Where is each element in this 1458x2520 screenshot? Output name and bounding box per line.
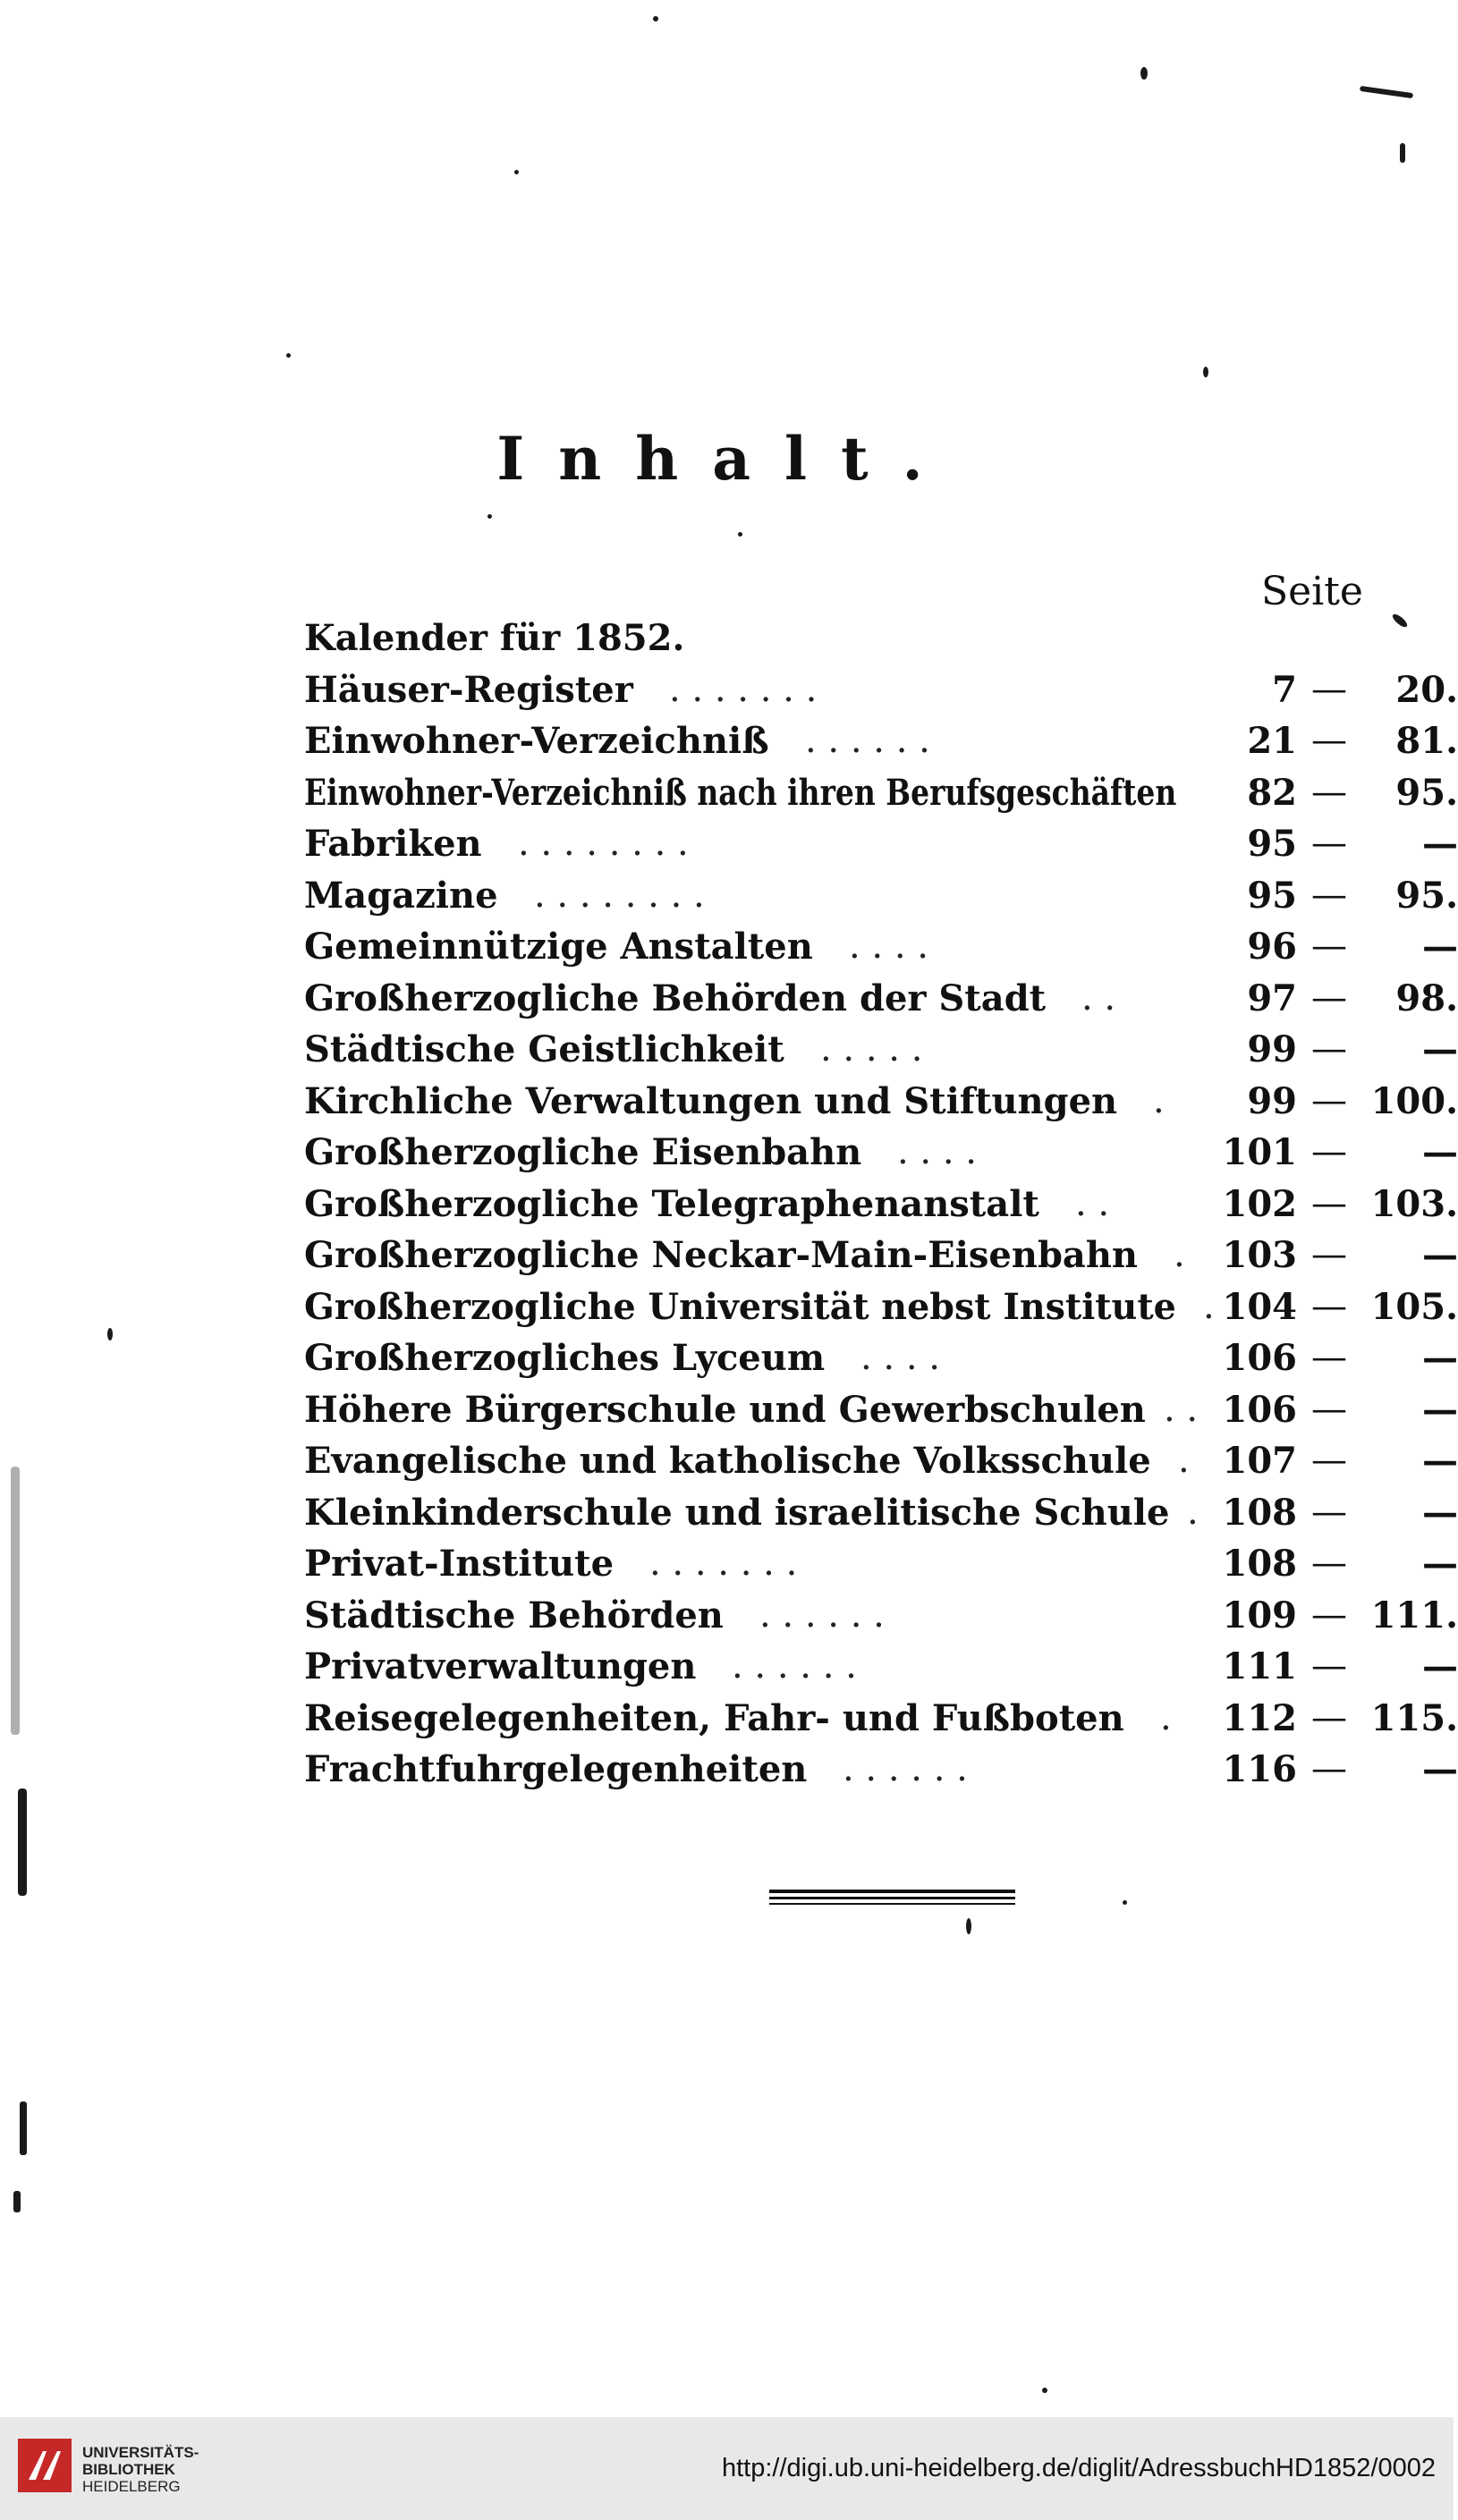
toc-entry-title: Höhere Bürgerschule und Gewerbschulen — [304, 1388, 1146, 1431]
toc-leader-dots: . — [1160, 1696, 1172, 1738]
toc-page-from: 106 — [1222, 1388, 1297, 1431]
library-footer — [0, 2417, 1454, 2520]
toc-page-from: 21 — [1247, 720, 1297, 762]
toc-entry-title: Evangelische und katholische Volksschule — [304, 1440, 1151, 1482]
scan-speck — [18, 1789, 27, 1896]
toc-entry — [304, 1435, 1458, 1487]
toc-page-dash: — — [1311, 720, 1347, 761]
toc-entry-title: Einwohner-Verzeichniß — [304, 720, 769, 762]
toc-page-to: — — [1422, 1440, 1458, 1482]
toc-entry — [304, 1641, 1458, 1693]
toc-page-to: — — [1422, 1645, 1458, 1687]
toc-entry — [304, 1693, 1458, 1745]
toc-entry — [304, 1281, 1458, 1333]
toc-page-dash: — — [1311, 1645, 1347, 1687]
scan-speck — [738, 532, 742, 537]
toc-entry-title: Kleinkinderschule und israelitische Schule — [304, 1491, 1170, 1534]
toc-entry-title: Städtische Geistlichkeit — [304, 1028, 784, 1070]
toc-page-to: — — [1422, 1337, 1458, 1379]
toc-entry — [304, 1024, 1458, 1076]
toc-leader-dots: . — [1153, 1079, 1165, 1121]
toc-leader-dots: . . . . . . . — [649, 1543, 798, 1584]
toc-page-dash: — — [1311, 1028, 1347, 1070]
toc-page-dash: — — [1311, 1491, 1347, 1533]
toc-entry — [304, 613, 1418, 664]
scan-speck — [966, 1918, 971, 1934]
toc-page-dash: — — [1311, 977, 1347, 1019]
toc-leader-dots: . . — [1075, 1182, 1110, 1224]
toc-leader-dots: . — [1203, 1285, 1215, 1327]
toc-entry-title: Gemeinnützige Anstalten — [304, 926, 813, 968]
source-url[interactable]: http://digi.ub.uni-heidelberg.de/diglit/AdressbuchHD1852/0002 — [721, 2454, 1436, 2482]
toc-entry — [304, 870, 1458, 922]
toc-entry — [304, 1487, 1458, 1539]
toc-entry-title: Städtische Behörden — [304, 1594, 724, 1636]
scan-speck — [13, 2191, 21, 2212]
toc-page-from: 99 — [1247, 1028, 1297, 1070]
toc-page-dash: — — [1311, 1543, 1347, 1584]
toc-page-dash: — — [1311, 874, 1347, 916]
toc-entry-title: Großherzogliches Lyceum — [304, 1337, 826, 1379]
toc-leader-dots: . . — [1164, 1388, 1199, 1430]
toc-entry — [304, 1179, 1458, 1230]
toc-page-from: 106 — [1222, 1337, 1297, 1379]
scan-speck — [20, 2101, 27, 2155]
toc-page-dash: — — [1311, 1234, 1347, 1275]
toc-entry-title: Privat-Institute — [304, 1543, 615, 1585]
toc-entry-title: Fabriken — [304, 823, 482, 865]
toc-leader-dots: . . . . . . . . — [518, 823, 689, 864]
scan-speck — [1042, 2388, 1047, 2393]
toc-page-to: — — [1422, 1131, 1458, 1173]
library-name-line: BIBLIOTHEK — [82, 2461, 175, 2478]
toc-entry — [304, 767, 1458, 819]
toc-page-to: — — [1422, 823, 1458, 865]
toc-entry-title: Großherzogliche Behörden der Stadt — [304, 977, 1047, 1019]
toc-entry — [304, 715, 1458, 767]
toc-page-to: 105. — [1370, 1285, 1458, 1328]
toc-page-dash: — — [1311, 1388, 1347, 1430]
toc-page-dash: — — [1311, 1131, 1347, 1172]
library-name-line: UNIVERSITÄTS- — [82, 2444, 199, 2461]
toc-page-from: 103 — [1222, 1234, 1297, 1276]
toc-page-dash: — — [1311, 1285, 1347, 1327]
toc-entry — [304, 973, 1458, 1025]
scan-speck — [107, 1328, 113, 1340]
scan-speck — [286, 353, 291, 358]
library-logo-icon — [16, 2437, 73, 2494]
scan-speck — [653, 16, 658, 21]
toc-page-from: 104 — [1222, 1285, 1297, 1328]
toc-entry-title: Einwohner-Verzeichniß nach ihren Berufsgeschäften — [304, 771, 1177, 814]
scan-speck — [1123, 1900, 1127, 1905]
toc-page-to: 81. — [1395, 720, 1458, 762]
toc-page-from: 111 — [1222, 1645, 1297, 1687]
toc-page-to: 95. — [1395, 771, 1458, 814]
toc-page-from: 99 — [1247, 1079, 1297, 1122]
page-column-header: Seite — [1261, 569, 1363, 614]
toc-page-from: 82 — [1247, 771, 1297, 814]
toc-entry-title: Reisegelegenheiten, Fahr- und Fußboten — [304, 1696, 1124, 1739]
toc-page-dash: — — [1311, 1337, 1347, 1378]
toc-entry-title: Magazine — [304, 874, 498, 917]
toc-page-from: 109 — [1222, 1594, 1297, 1636]
toc-page-from: 97 — [1247, 977, 1297, 1019]
toc-page-to: 98. — [1395, 977, 1458, 1019]
toc-page-dash: — — [1311, 771, 1347, 813]
scan-speck — [1400, 143, 1405, 163]
toc-page-from: 108 — [1222, 1491, 1297, 1534]
toc-entry — [304, 921, 1458, 973]
toc-leader-dots: . . . . . . — [843, 1748, 968, 1789]
toc-page-to: 20. — [1395, 668, 1458, 711]
toc-entry — [304, 1538, 1458, 1590]
toc-leader-dots: . . . . . . — [805, 720, 930, 761]
toc-page-to: 115. — [1370, 1696, 1458, 1739]
toc-page-to: 103. — [1370, 1182, 1458, 1225]
scan-speck — [1140, 67, 1148, 80]
toc-page-to: — — [1422, 926, 1458, 968]
toc-entry — [304, 1230, 1458, 1281]
toc-entry — [304, 1590, 1458, 1642]
toc-leader-dots: . . . . . — [820, 1028, 923, 1070]
toc-entry — [304, 1127, 1458, 1179]
toc-page-dash: — — [1311, 1079, 1347, 1121]
toc-leader-dots: . . . . — [897, 1131, 978, 1172]
toc-page-dash: — — [1311, 823, 1347, 864]
toc-leader-dots: . . . . — [849, 926, 929, 967]
toc-entry-title: Häuser-Register — [304, 668, 633, 711]
toc-page-to: — — [1422, 1543, 1458, 1585]
toc-entry — [304, 1076, 1458, 1128]
toc-entry-title: Großherzogliche Telegraphenanstalt — [304, 1182, 1039, 1225]
toc-page-from: 7 — [1272, 668, 1297, 711]
toc-leader-dots: . . . . . . — [732, 1645, 857, 1687]
toc-page-dash: — — [1311, 1594, 1347, 1636]
toc-page-from: 102 — [1222, 1182, 1297, 1225]
closing-rule — [769, 1890, 1015, 1905]
toc-page-from: 96 — [1247, 926, 1297, 968]
toc-page-to: — — [1422, 1748, 1458, 1790]
scan-speck — [487, 514, 492, 519]
toc-page-to: — — [1422, 1028, 1458, 1070]
toc-entry — [304, 1744, 1458, 1796]
toc-entry-title: Kirchliche Verwaltungen und Stiftungen — [304, 1079, 1118, 1122]
toc-leader-dots: . — [1187, 1491, 1199, 1533]
toc-entry-title: Großherzogliche Universität nebst Institute — [304, 1285, 1176, 1328]
toc-leader-dots: . . . . . . . — [669, 668, 818, 710]
toc-page-dash: — — [1311, 1696, 1347, 1738]
toc-page-from: 101 — [1222, 1131, 1297, 1173]
toc-entry-title: Frachtfuhrgelegenheiten — [304, 1748, 808, 1790]
toc-page-from: 112 — [1222, 1696, 1297, 1739]
toc-leader-dots: . . . . — [860, 1337, 941, 1378]
toc-leader-dots: . — [1178, 1440, 1190, 1481]
library-name — [82, 2444, 199, 2495]
library-name-line: HEIDELBERG — [82, 2478, 181, 2495]
toc-page-from: 107 — [1222, 1440, 1297, 1482]
toc-leader-dots: . — [1174, 1234, 1185, 1275]
toc-page-dash: — — [1311, 668, 1347, 710]
toc-page-from: 108 — [1222, 1543, 1297, 1585]
toc-page-from: 95 — [1247, 874, 1297, 917]
toc-leader-dots: . . . . . . . . — [534, 874, 705, 916]
toc-entry-title: Großherzogliche Eisenbahn — [304, 1131, 862, 1173]
toc-entry-title: Großherzogliche Neckar-Main-Eisenbahn — [304, 1234, 1139, 1276]
toc-entry — [304, 664, 1458, 716]
toc-page-dash: — — [1311, 1748, 1347, 1789]
toc-page-to: — — [1422, 1491, 1458, 1534]
page-title: Inhalt. — [496, 424, 957, 494]
toc-page-to: 100. — [1370, 1079, 1458, 1122]
table-of-contents — [304, 613, 1458, 1796]
scan-speck — [1203, 367, 1208, 377]
toc-leader-dots: . . — [1081, 977, 1116, 1019]
toc-entry — [304, 818, 1458, 870]
toc-entry-title: Privatverwaltungen — [304, 1645, 697, 1687]
scan-speck — [514, 170, 519, 174]
toc-page-dash: — — [1311, 926, 1347, 967]
toc-page-dash: — — [1311, 1182, 1347, 1224]
toc-page-from: 95 — [1247, 823, 1297, 865]
toc-entry-title: Kalender für 1852. — [304, 617, 685, 659]
toc-leader-dots: . . . . . . — [759, 1594, 885, 1636]
toc-page-to: 111. — [1370, 1594, 1458, 1636]
scan-speck — [11, 1467, 20, 1735]
scan-speck — [1360, 86, 1413, 98]
toc-entry — [304, 1384, 1458, 1436]
toc-entry — [304, 1332, 1458, 1384]
toc-page-dash: — — [1311, 1440, 1347, 1481]
toc-page-to: 95. — [1395, 874, 1458, 917]
toc-page-from: 116 — [1222, 1748, 1297, 1790]
toc-page-to: — — [1422, 1388, 1458, 1431]
toc-page-to: — — [1422, 1234, 1458, 1276]
